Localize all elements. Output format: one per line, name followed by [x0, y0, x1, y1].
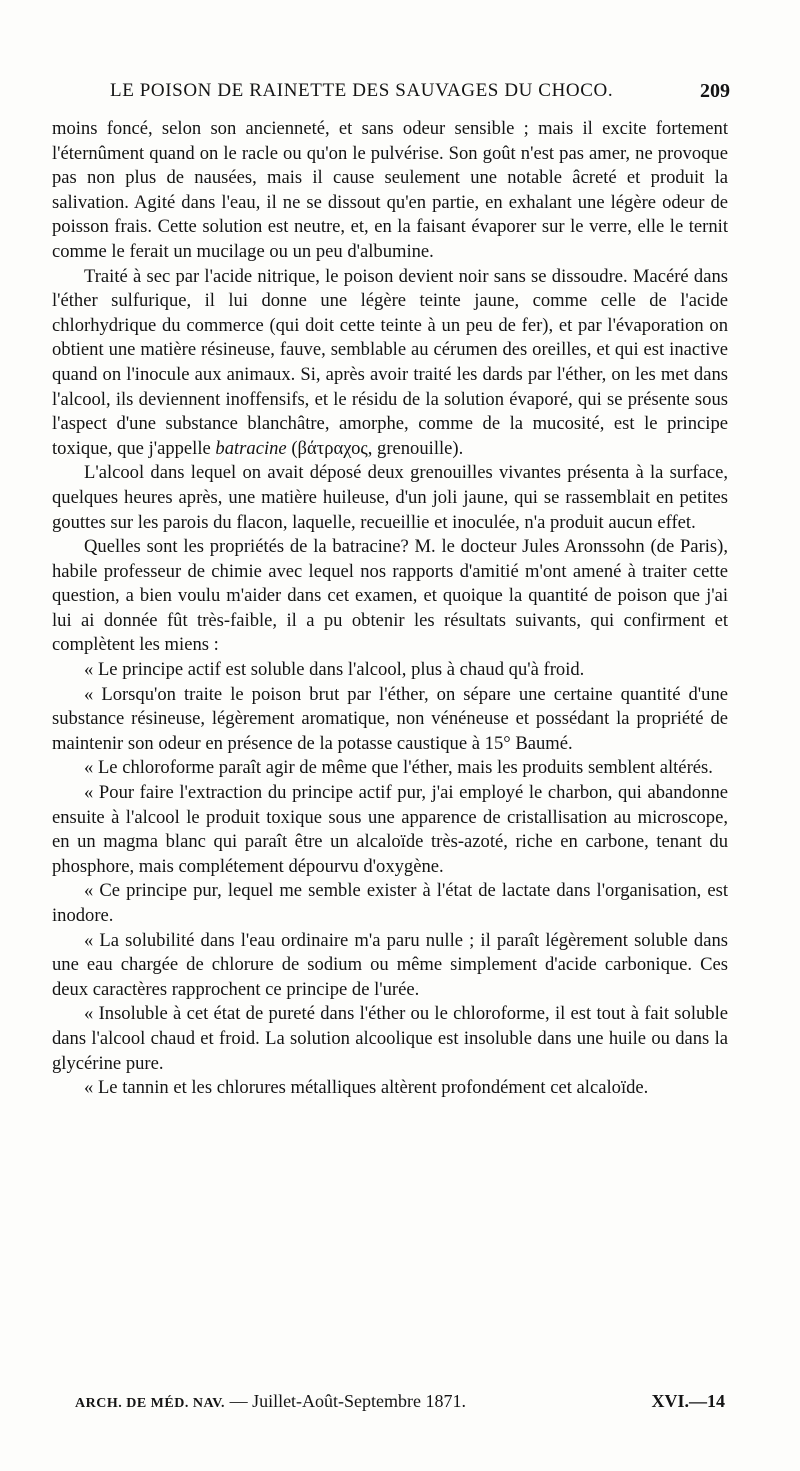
paragraph: moins foncé, selon son ancienneté, et sans odeur sensible ; mais il excite fortement l'éternûment quand on le racle ou qu'on le pulvérise. Son goût n'est pas amer, ne provoque pas non plus de nausées, mais il cause seulement une notable âcreté et produit la salivation. Agité dans l'eau, il ne se dissout qu'en partie, en exhalant une légère odeur de poisson frais. Cette solution est neutre, et, en la faisant évaporer sur le verre, elle le ternit comme le ferait un mucilage ou un peu d'albumine. [52, 118, 728, 262]
paragraph: L'alcool dans lequel on avait déposé deux grenouilles vivantes présenta à la surface, quelques heures après, une matière huileuse, d'un joli jaune, qui se rassemblait en petites gouttes sur les parois du flacon, laquelle, recueillie et inoculée, n'a produit aucun effet. [52, 462, 728, 533]
paragraph: Quelles sont les propriétés de la batracine? M. le docteur Jules Aronssohn (de Paris), habile professeur de chimie avec lequel nos rapports d'amitié m'ont amené à traiter cette question, a bien voulu m'aider dans cet examen, et quoique la quantité de poison que j'ai lui ai donnée fût très-faible, il a pu obtenir les résultats suivants, qui confirment et complètent les miens : [52, 536, 728, 656]
paragraph-text: (βάτραχος, grenouille). [286, 437, 464, 459]
page-number: 209 [700, 80, 730, 102]
quoted-paragraph: « La solubilité dans l'eau ordinaire m'a paru nulle ; il paraît légèrement soluble dans une eau chargée de chlorure de sodium ou même simplement d'acide carbonique. Ces deux caractères rapprochent ce principe de l'urée. [52, 929, 728, 1000]
body-text [52, 117, 728, 1101]
quoted-paragraph: « Le principe actif est soluble dans l'alcool, plus à chaud qu'à froid. [84, 659, 585, 681]
footer-dash: — [225, 1391, 253, 1411]
quoted-paragraph: « Le tannin et les chlorures métalliques altèrent profondément cet alcaloïde. [84, 1077, 649, 1099]
signature-mark: XVI.—14 [651, 1391, 725, 1411]
paragraph-text: Traité à sec par l'acide nitrique, le poison devient noir sans se dissoudre. Macéré dans l'éther sulfurique, il lui donne une légère teinte jaune, comme celle de l'acide chlorhydrique du commerce (qui doit cette teinte à un peu de fer), et par l'évaporation on obtient une matière résineuse, fauve, semblable au cérumen des oreilles, et qui est inactive quand on l'inocule aux animaux. Si, après avoir traité les dards par l'éther, on les met dans l'alcool, ils deviennent inoffensifs, et le résidu de la solution évaporé, qui se présente sous l'aspect d'une substance blanchâtre, amorphe, comme de la mucosité, est le principe toxique, que j'appelle [52, 265, 728, 459]
running-header [110, 80, 730, 110]
term-batracine: batracine [215, 437, 287, 459]
journal-name: ARCH. DE MÉD. NAV. [75, 1396, 226, 1411]
page-footer [75, 1391, 725, 1419]
quoted-paragraph: « Pour faire l'extraction du principe actif pur, j'ai employé le charbon, qui abandonne ensuite à l'alcool le produit toxique sous une apparence de cristallisation au microscope, en un magma blanc qui paraît être un alcaloïde très-azoté, riche en carbone, tenant du phosphore, mais complétement dépourvu d'oxygène. [52, 782, 728, 877]
footer-citation [75, 1391, 466, 1412]
running-title: LE POISON DE RAINETTE DES SAUVAGES DU CHOCO. [110, 80, 614, 101]
issue-date: Juillet-Août-Septembre 1871. [252, 1391, 467, 1411]
quoted-paragraph: « Le chloroforme paraît agir de même que l'éther, mais les produits semblent altérés. [84, 757, 713, 779]
quoted-paragraph: « Ce principe pur, lequel me semble exister à l'état de lactate dans l'organisation, est inodore. [52, 880, 728, 926]
quoted-paragraph: « Lorsqu'on traite le poison brut par l'éther, on sépare une certaine quantité d'une substance résineuse, légèrement aromatique, non vénéneuse et possédant la propriété de maintenir son odeur en présence de la potasse caustique à 15° Baumé. [52, 683, 728, 754]
paragraph [52, 265, 728, 462]
quoted-paragraph: « Insoluble à cet état de pureté dans l'éther ou le chloroforme, il est tout à fait soluble dans l'alcool chaud et froid. La solution alcoolique est insoluble dans une huile ou dans la glycérine pure. [52, 1003, 728, 1074]
